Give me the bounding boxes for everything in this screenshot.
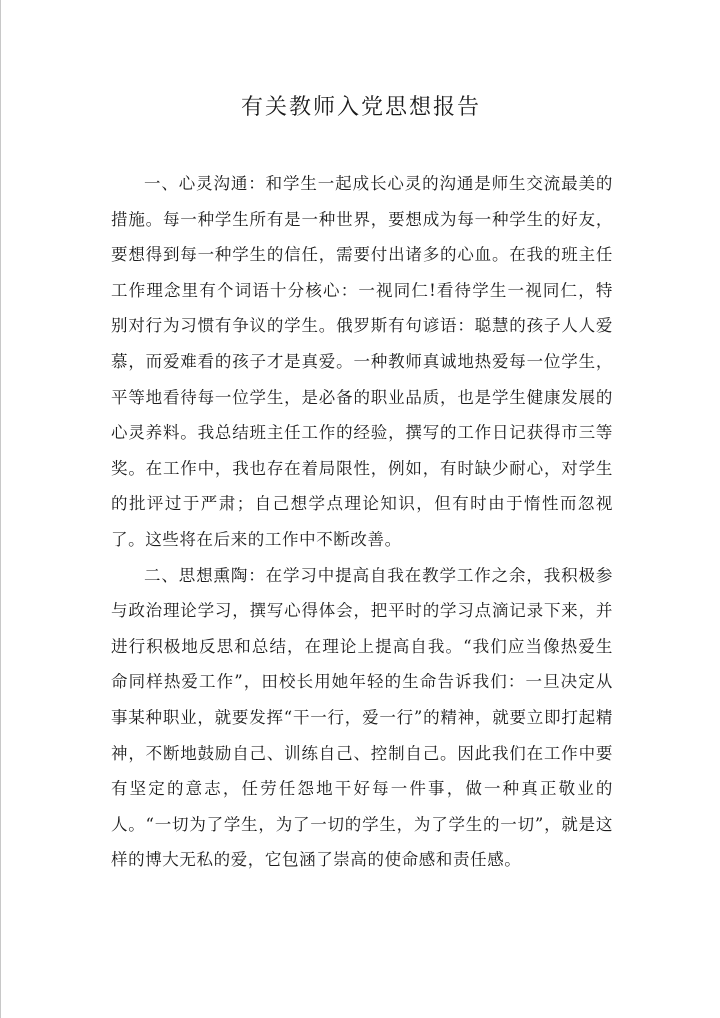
document-body — [111, 166, 613, 878]
document-title: 有关教师入党思想报告 — [240, 95, 481, 120]
paragraph-2: 二、思想熏陶：在学习中提高自我在教学工作之余，我积极参与政治理论学习，撰写心得体会，把平时的学习点滴记录下来，并进行积极地反思和总结，在理论上提高自我。“我们应当像热爱生命同样热爱工作”，田校长用她年轻的生命告诉我们：一旦决定从事某种职业，就要发挥“干一行，爱一行”的精神，就要立即打起精神，不断地鼓励自己、训练自己、控制自己。因此我们在工作中要有坚定的意志，任劳任怨地干好每一件事，做一种真正敬业的人。“一切为了学生，为了一切的学生，为了学生的一切”，就是这样的博大无私的爱，它包涵了崇高的使命感和责任感。 — [111, 565, 613, 870]
paragraph-1: 一、心灵沟通：和学生一起成长心灵的沟通是师生交流最美的措施。每一种学生所有是一种世界，要想成为每一种学生的好友，要想得到每一种学生的信任，需要付出诸多的心血。在我的班主任工作理念里有个词语十分核心：一视同仁!看待学生一视同仁，特别对行为习惯有争议的学生。俄罗斯有句谚语：聪慧的孩子人人爱慕，而爱难看的孩子才是真爱。一种教师真诚地热爱每一位学生，平等地看待每一位学生，是必备的职业品质，也是学生健康发展的心灵养料。我总结班主任工作的经验，撰写的工作日记获得市三等奖。在工作中，我也存在着局限性，例如，有时缺少耐心，对学生的批评过于严肃；自己想学点理论知识，但有时由于惰性而忽视了。这些将在后来的工作中不断改善。 — [111, 174, 613, 549]
